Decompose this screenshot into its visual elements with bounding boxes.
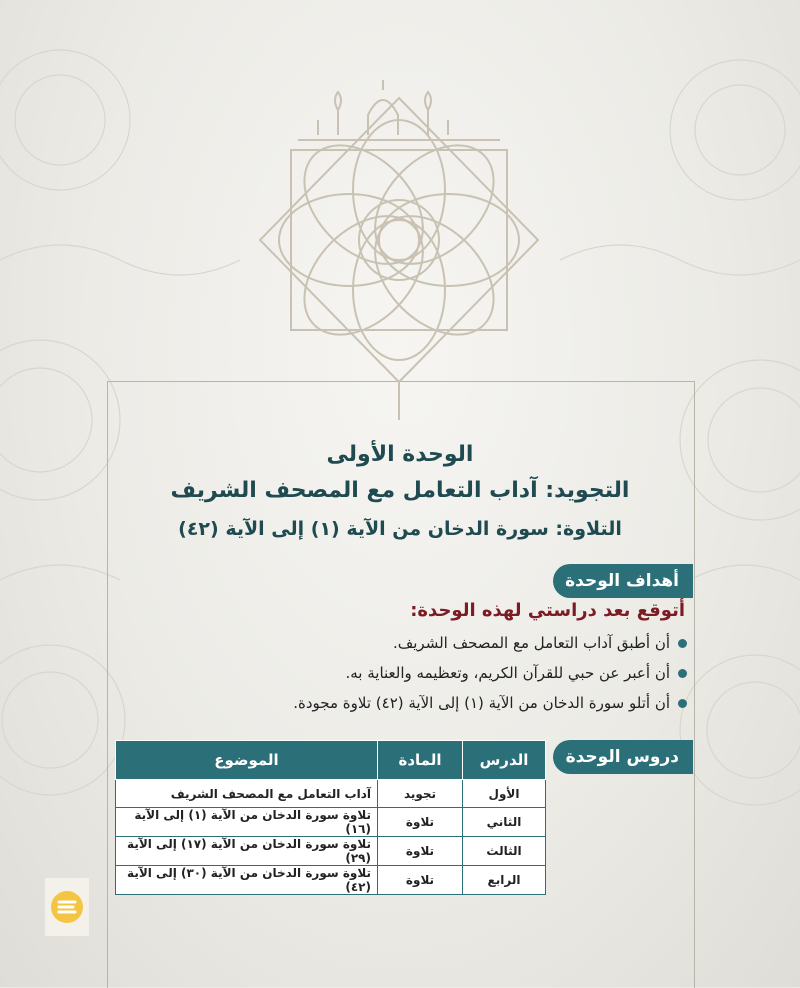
goal-text: أن أطبق آداب التعامل مع المصحف الشريف. (392, 634, 670, 652)
lessons-tab: دروس الوحدة (553, 740, 693, 774)
table-row (116, 808, 546, 837)
table-row (116, 866, 546, 895)
tajweed-title: التجويد: آداب التعامل مع المصحف الشريف (170, 478, 630, 503)
cell-lesson: الأول (463, 780, 546, 808)
goals-tab: أهداف الوحدة (553, 564, 693, 598)
bullet-dot-icon (678, 639, 687, 648)
lessons-table (115, 740, 546, 895)
unit-title: الوحدة الأولى (326, 442, 474, 467)
cell-topic: تلاوة سورة الدخان من الآية (١) إلى الآية (١٦) (116, 808, 378, 837)
cell-topic: تلاوة سورة الدخان من الآية (٣٠) إلى الآية (٤٢) (116, 866, 378, 895)
cell-lesson: الثاني (463, 808, 546, 837)
cell-subject: تلاوة (378, 808, 463, 837)
bullet-dot-icon (678, 699, 687, 708)
table-row (116, 780, 546, 808)
table-row (116, 837, 546, 866)
list-item (140, 658, 687, 688)
header-subject: المادة (378, 741, 463, 780)
cell-topic: آداب التعامل مع المصحف الشريف (116, 780, 378, 808)
list-item (140, 628, 687, 658)
header-lesson: الدرس (463, 741, 546, 780)
mosque-rosette-emblem-icon (238, 40, 560, 425)
cell-lesson: الرابع (463, 866, 546, 895)
unit-titles (120, 440, 680, 544)
bullet-dot-icon (678, 669, 687, 678)
goal-text: أن أتلو سورة الدخان من الآية (١) إلى الآية (٤٢) تلاوة مجودة. (293, 694, 670, 712)
cell-subject: تجويد (378, 780, 463, 808)
tilawa-title: التلاوة: سورة الدخان من الآية (١) إلى الآية (٤٢) (178, 518, 622, 540)
cell-subject: تلاوة (378, 866, 463, 895)
header-topic: الموضوع (116, 741, 378, 780)
cell-lesson: الثالث (463, 837, 546, 866)
goals-list (140, 628, 687, 718)
table-header-row (116, 741, 546, 780)
goals-intro: أتوقع بعد دراستي لهذه الوحدة: (410, 600, 685, 621)
cell-subject: تلاوة (378, 837, 463, 866)
publisher-logo-icon (45, 878, 89, 936)
cell-topic: تلاوة سورة الدخان من الآية (١٧) إلى الآية (٢٩) (116, 837, 378, 866)
goal-text: أن أعبر عن حبي للقرآن الكريم، وتعظيمه والعناية به. (345, 664, 670, 682)
list-item (140, 688, 687, 718)
